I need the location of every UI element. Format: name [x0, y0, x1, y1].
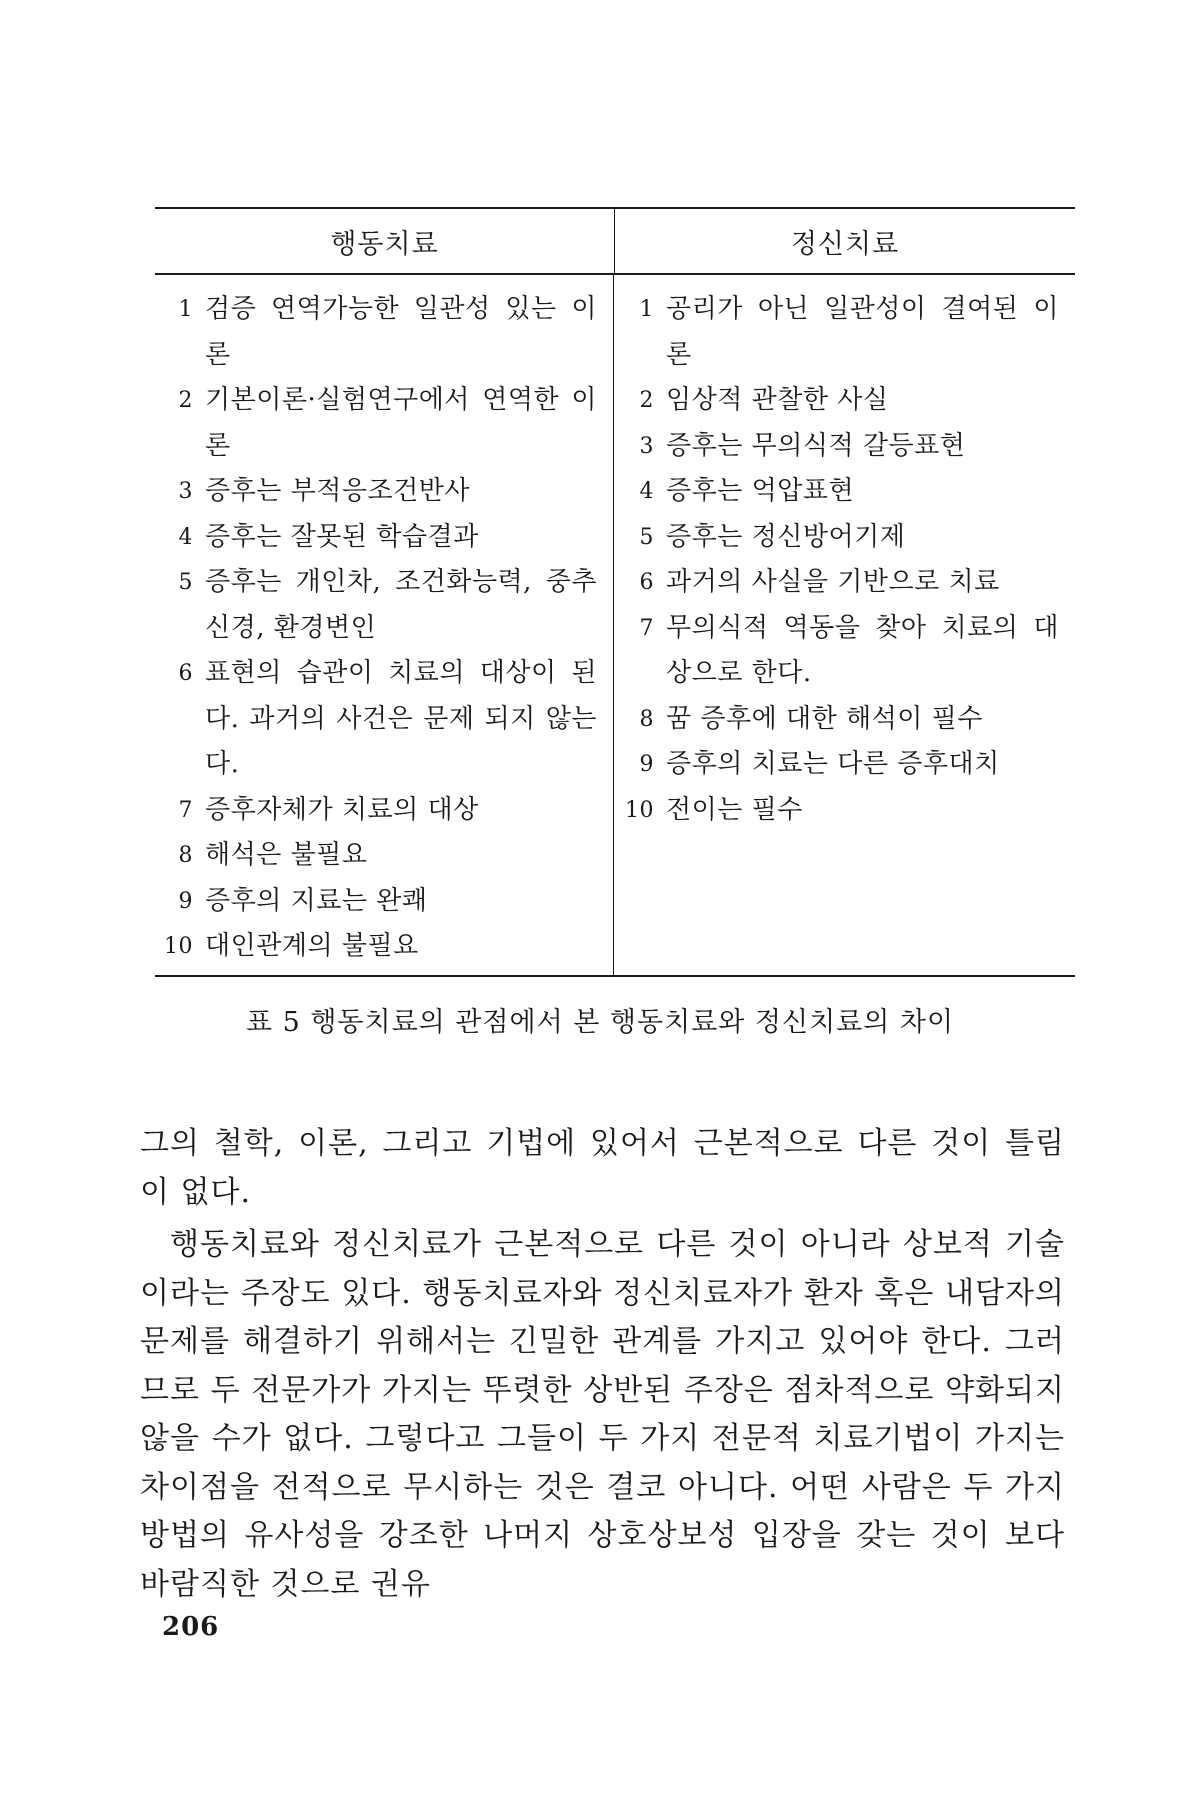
item-text: 증후는 무의식적 갈등표현 — [666, 430, 966, 461]
right-column — [614, 275, 1075, 975]
item-number: 9 — [178, 888, 193, 914]
item-number: 7 — [639, 615, 654, 641]
item-text: 증후는 개인차, 조건화능력, 중추신경, 환경변인 — [205, 567, 597, 643]
comparison-table — [155, 207, 1075, 977]
list-item — [175, 515, 597, 561]
left-column — [155, 275, 614, 975]
list-item — [636, 606, 1059, 697]
item-number: 9 — [639, 752, 654, 777]
item-text: 전이는 필수 — [666, 794, 803, 825]
item-number: 6 — [178, 661, 193, 686]
item-text: 대인관계의 불필요 — [205, 931, 419, 961]
item-number: 3 — [178, 479, 193, 504]
item-number: 6 — [639, 570, 654, 595]
list-item — [636, 742, 1059, 788]
item-number: 3 — [639, 433, 654, 459]
item-text: 공리가 아닌 일관성이 결여된 이론 — [666, 294, 1059, 370]
item-number: 7 — [178, 797, 193, 823]
table-body — [155, 275, 1075, 975]
list-item — [636, 424, 1059, 470]
item-number: 4 — [178, 524, 193, 550]
body-text — [140, 1120, 1065, 1609]
item-text: 표현의 습관이 치료의 대상이 된다. 과거의 사건은 문제 되지 않는다. — [205, 658, 597, 779]
header-psychotherapy: 정신치료 — [790, 228, 900, 260]
header-behavior-therapy: 행동치료 — [155, 209, 615, 273]
list-item — [636, 697, 1059, 743]
list-item — [175, 560, 597, 651]
item-number: 1 — [178, 297, 193, 322]
list-item — [636, 515, 1059, 561]
list-item — [636, 378, 1059, 424]
item-text: 증후는 잘못된 학습결과 — [205, 521, 479, 552]
item-number: 8 — [178, 843, 193, 868]
item-text: 꿈 증후에 대한 해석이 필수 — [666, 703, 983, 734]
item-number: 5 — [639, 524, 654, 550]
paragraph: 그의 철학, 이론, 그리고 기법에 있어서 근본적으로 다른 것이 틀림이 없다. — [140, 1126, 1065, 1210]
list-item — [175, 788, 597, 834]
item-text: 무의식적 역동을 찾아 치료의 대상으로 한다. — [666, 612, 1059, 688]
item-text: 기본이론·실험연구에서 연역한 이론 — [205, 385, 597, 461]
item-number: 2 — [178, 388, 193, 413]
item-number: 8 — [639, 706, 654, 732]
list-item — [175, 378, 597, 469]
item-number: 5 — [178, 570, 193, 595]
page-number: 206 — [162, 1612, 220, 1642]
list-item — [175, 287, 597, 378]
list-item — [175, 879, 597, 925]
list-item — [164, 924, 597, 970]
item-number: 10 — [625, 797, 654, 823]
item-number: 4 — [639, 479, 654, 504]
item-text: 증후는 정신방어기제 — [666, 521, 906, 552]
table-header-row — [155, 209, 1075, 275]
paragraph: 행동치료와 정신치료가 근본적으로 다른 것이 아니라 상보적 기술이라는 주장도 있다. 행동치료자와 정신치료자가 환자 혹은 내담자의 문제를 해결하기 위해서는 긴밀한 관계를 가지고 있어야 한다. 그러므로 두 전문가가 가지는 뚜렷한 상반된 주장은 점차적으로 약화되지 않을 수가 없다. 그렇다고 그들이 두 가지 전문적 치료기법이 가지는 차이점을 전적으로 무시하는 것은 결코 아니다. 어떤 사람은 두 가지 방법의 유사성을 강조한 나머지 상호상보성 입장을 갖는 것이 보다 바람직한 것으로 권유 — [140, 1227, 1065, 1602]
item-number: 2 — [639, 388, 654, 413]
list-item — [636, 560, 1059, 606]
list-item — [175, 469, 597, 515]
list-item — [625, 788, 1059, 834]
list-item — [175, 651, 597, 788]
item-text: 과거의 사실을 기반으로 치료 — [666, 567, 1000, 597]
list-item — [636, 469, 1059, 515]
item-number: 1 — [639, 297, 654, 322]
item-text: 증후자체가 치료의 대상 — [205, 794, 479, 825]
table-caption: 표 5 행동치료의 관점에서 본 행동치료와 정신치료의 차이 — [245, 1007, 955, 1038]
item-number: 10 — [164, 934, 193, 959]
item-text: 임상적 관찰한 사실 — [666, 385, 889, 415]
item-text: 증후의 지료는 완쾌 — [205, 885, 428, 916]
item-text: 검증 연역가능한 일관성 있는 이론 — [205, 294, 597, 370]
item-text: 해석은 불필요 — [205, 840, 368, 870]
item-text: 증후는 부적응조건반사 — [205, 476, 470, 506]
item-text: 증후는 억압표현 — [666, 476, 855, 506]
list-item — [636, 287, 1059, 378]
item-text: 증후의 치료는 다른 증후대치 — [666, 749, 1000, 779]
list-item — [175, 833, 597, 879]
